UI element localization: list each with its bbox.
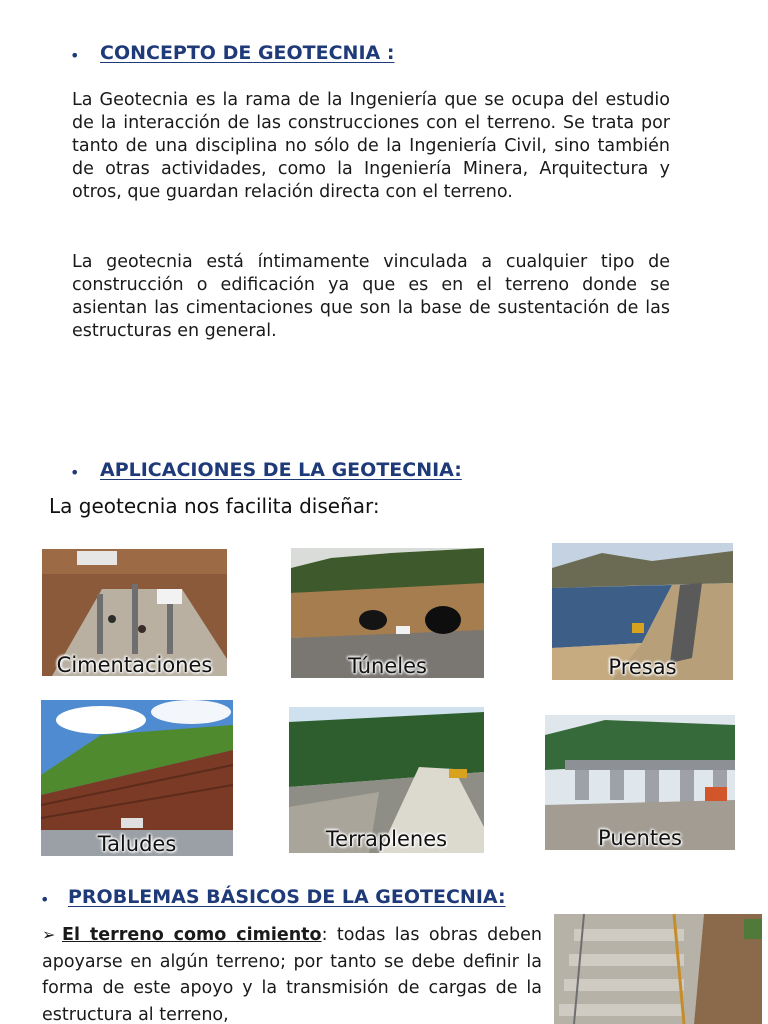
photo-caption: Cimentaciones [56,653,213,676]
photo-presas [552,543,733,680]
photo-caption: Presas [608,655,677,679]
section-bullet: • [70,46,80,65]
applications-intro: La geotecnia nos facilita diseñar: [49,494,380,518]
problem-item [42,922,542,1024]
photo-tuneles [291,548,484,678]
arrow-bullet-icon: ➢ [42,925,56,944]
concept-heading: CONCEPTO DE GEOTECNIA : [100,42,395,64]
photo-caption: Taludes [97,832,177,856]
photo-cimentaciones [42,549,227,676]
section-bullet: • [40,890,50,909]
photo-taludes [41,700,233,856]
concept-paragraph-1: La Geotecnia es la rama de la Ingeniería que se ocupa del estudio de la interacción de las construcciones con el terreno. Se trata por tanto de una disciplina no sólo de la Ingeniería Civil, sino también de otras actividades, como la Ingeniería Minera, Arquitectura y otros, que guardan relación directa con el terreno. [72,90,670,202]
photo-excavacion [554,914,762,1024]
photo-terraplenes [289,707,484,853]
problem-text: : todas las obras deben apoyarse en algún terreno; por tanto se debe definir la forma de este apoyo y la transmisión de cargas de la estructura al terreno, [42,925,542,1024]
photo-caption: Terraplenes [325,827,448,851]
photo-caption: Puentes [598,826,682,850]
photo-caption: Túneles [348,654,427,678]
problem-term: El terreno como cimiento [62,925,322,945]
concept-paragraph-2: La geotecnia está íntimamente vinculada a cualquier tipo de construcción o edificación ya que es en el terreno donde se asientan las cimentaciones que son la base de sustentación de las estructuras en general. [72,252,670,341]
section-bullet: • [70,463,80,482]
applications-heading: APLICACIONES DE LA GEOTECNIA: [100,459,462,481]
photo-puentes [545,715,735,850]
problems-heading: PROBLEMAS BÁSICOS DE LA GEOTECNIA: [68,886,506,908]
